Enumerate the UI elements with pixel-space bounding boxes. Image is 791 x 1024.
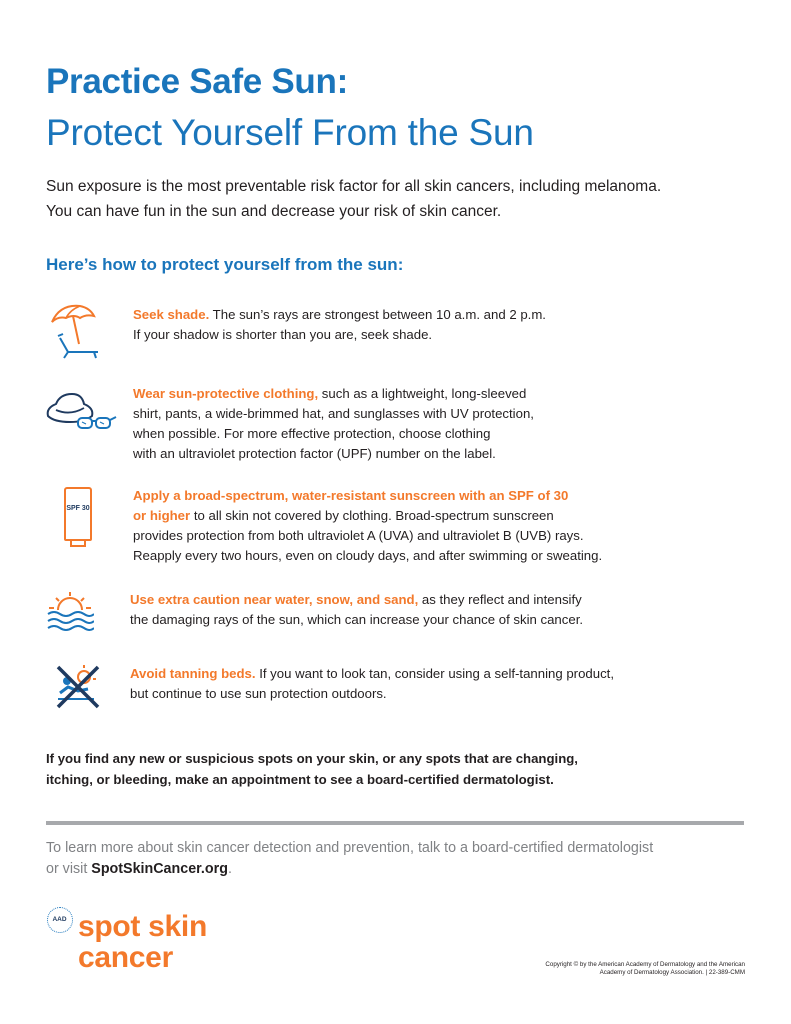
beach-umbrella-icon <box>46 300 102 360</box>
tip-text: shirt, pants, a wide-brimmed hat, and sunglasses with UV protection, <box>133 406 534 421</box>
tip-highlight: Use extra caution near water, snow, and sand, <box>130 592 419 607</box>
section-heading: Here’s how to protect yourself from the sun: <box>46 255 404 274</box>
closing-note <box>46 748 578 790</box>
tip-text: but continue to use sun protection outdoors. <box>130 686 387 701</box>
intro-line: You can have fun in the sun and decrease your risk of skin cancer. <box>46 203 502 220</box>
tip-text: with an ultraviolet protection factor (UPF) number on the label. <box>133 446 496 461</box>
learn-more <box>46 838 653 880</box>
tip-text: the damaging rays of the sun, which can increase your chance of skin cancer. <box>130 612 584 627</box>
tip-highlight: Avoid tanning beds. <box>130 666 256 681</box>
intro-line: Sun exposure is the most preventable risk factor for all skin cancers, including melanoma. <box>46 178 662 195</box>
learn-more-suffix: . <box>227 861 232 877</box>
tip-seek-shade <box>133 305 546 345</box>
intro-paragraph <box>46 174 766 224</box>
spot-skin-cancer-logo[interactable] <box>78 911 207 973</box>
tip-avoid-tanning-beds <box>130 664 614 704</box>
tip-text: provides protection from both ultraviolet A (UVA) and ultraviolet B (UVB) rays. <box>133 528 584 543</box>
copyright-notice <box>545 961 745 977</box>
no-tanning-bed-icon <box>54 663 102 711</box>
logo-line: spot skin <box>78 910 207 943</box>
tip-highlight: Apply a broad-spectrum, water-resistant sunscreen with an SPF of 30 <box>133 488 569 503</box>
tip-text: such as a lightweight, long-sleeved <box>318 386 527 401</box>
website-link[interactable]: SpotSkinCancer.org <box>91 861 228 877</box>
tip-text: The sun’s rays are strongest between 10 a.m. and 2 p.m. <box>209 307 546 322</box>
tip-text: If you want to look tan, consider using a self-tanning product, <box>255 666 615 681</box>
spf-label: SPF 30 <box>66 505 90 512</box>
closing-line: itching, or bleeding, make an appointment to see a board-certified dermatologist. <box>46 772 554 787</box>
copyright-line: Copyright © by the American Academy of Dermatology and the American <box>545 961 745 968</box>
tip-extra-caution <box>130 590 583 630</box>
learn-more-line: To learn more about skin cancer detection and prevention, talk to a board-certified dermatologist <box>46 840 654 856</box>
tip-highlight: Seek shade. <box>133 307 210 322</box>
logo-line: cancer <box>78 941 173 974</box>
closing-line: If you find any new or suspicious spots on your skin, or any spots that are changing, <box>46 751 578 766</box>
tip-text: as they reflect and intensify <box>418 592 582 607</box>
tip-text: Reapply every two hours, even on cloudy days, and after swimming or sweating. <box>133 548 603 563</box>
aad-badge-text: AAD <box>52 916 67 923</box>
tip-text: to all skin not covered by clothing. Broad-spectrum sunscreen <box>190 508 554 523</box>
sun-over-water-icon <box>46 590 94 634</box>
tip-text: when possible. For more effective protection, choose clothing <box>133 426 491 441</box>
aad-badge <box>47 907 73 933</box>
page-title-line2: Protect Yourself From the Sun <box>46 112 534 153</box>
tip-highlight: or higher <box>133 508 191 523</box>
tip-protective-clothing <box>133 384 534 464</box>
divider <box>46 821 744 825</box>
tip-text: If your shadow is shorter than you are, seek shade. <box>133 327 433 342</box>
learn-more-prefix: or visit <box>46 861 92 877</box>
sunscreen-tube-icon <box>64 487 92 549</box>
copyright-line: Academy of Dermatology Association. | 22-389-CMM <box>599 969 745 976</box>
hat-sunglasses-icon <box>44 386 120 434</box>
page-title-line1: Practice Safe Sun: <box>46 62 348 101</box>
tip-highlight: Wear sun-protective clothing, <box>133 386 319 401</box>
tip-sunscreen <box>133 486 602 566</box>
